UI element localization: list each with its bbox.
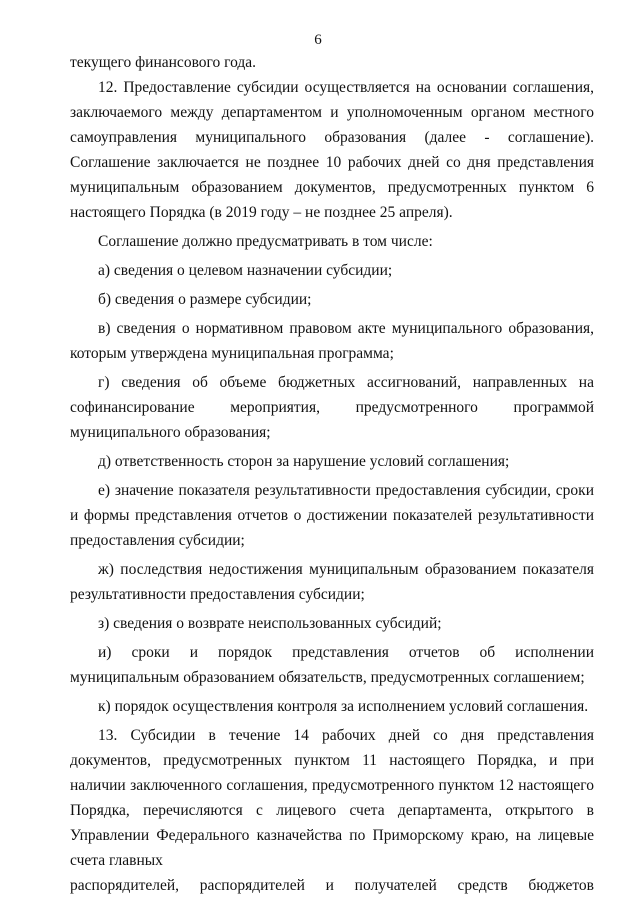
list-item: е) значение показателя результативности предоставления субсидии, сроки и формы представления отчетов о достижении показателей результативности предоставления субсидии; [70, 482, 594, 549]
list-item: а) сведения о целевом назначении субсидии; [98, 262, 393, 279]
paragraph-continuation [70, 873, 594, 898]
list-item: з) сведения о возврате неиспользованных субсидий; [98, 615, 442, 632]
paragraph: 13. Субсидии в течение 14 рабочих дней со дня представления документов, предусмотренных пунктом 11 настоящего Порядка, и при наличии заключенного соглашения, предусмотренного пунктом 12 настоящего Порядка, перечисляются с лицевого счета департамента, открытого в Управлении Федерального казначейства по Приморскому краю, на лицевые счета главных [70, 727, 594, 869]
document-body [70, 50, 594, 898]
paragraph: Соглашение должно предусматривать в том числе: [98, 233, 433, 250]
list-item: ж) последствия недостижения муниципальным образованием показателя результативности предоставления субсидии; [70, 561, 594, 603]
list-item: д) ответственность сторон за нарушение условий соглашения; [98, 453, 510, 470]
list-item: б) сведения о размере субсидии; [98, 291, 312, 308]
list-item: к) порядок осуществления контроля за исполнением условий соглашения. [98, 698, 589, 715]
justified-line: распорядителей, распорядителей и получателей средств бюджетов [70, 877, 594, 894]
list-item: г) сведения об объеме бюджетных ассигнований, направленных на софинансирование мероприятия, предусмотренного программой муниципального образования; [70, 374, 594, 441]
list-item: и) сроки и порядок представления отчетов об исполнении муниципальным образованием обязательств, предусмотренных соглашением; [70, 644, 594, 686]
paragraph: 12. Предоставление субсидии осуществляется на основании соглашения, заключаемого между департаментом и уполномоченным органом местного самоуправления муниципального образования (далее - соглашение). Соглашение заключается не позднее 10 рабочих дней со дня представления муниципальным образованием документов, предусмотренных пунктом 6 настоящего Порядка (в 2019 году – не позднее 25 апреля). [70, 79, 594, 221]
paragraph: текущего финансового года. [70, 54, 257, 71]
page-number: 6 [314, 32, 322, 48]
list-item: в) сведения о нормативном правовом акте муниципального образования, которым утверждена муниципальная программа; [70, 320, 594, 362]
